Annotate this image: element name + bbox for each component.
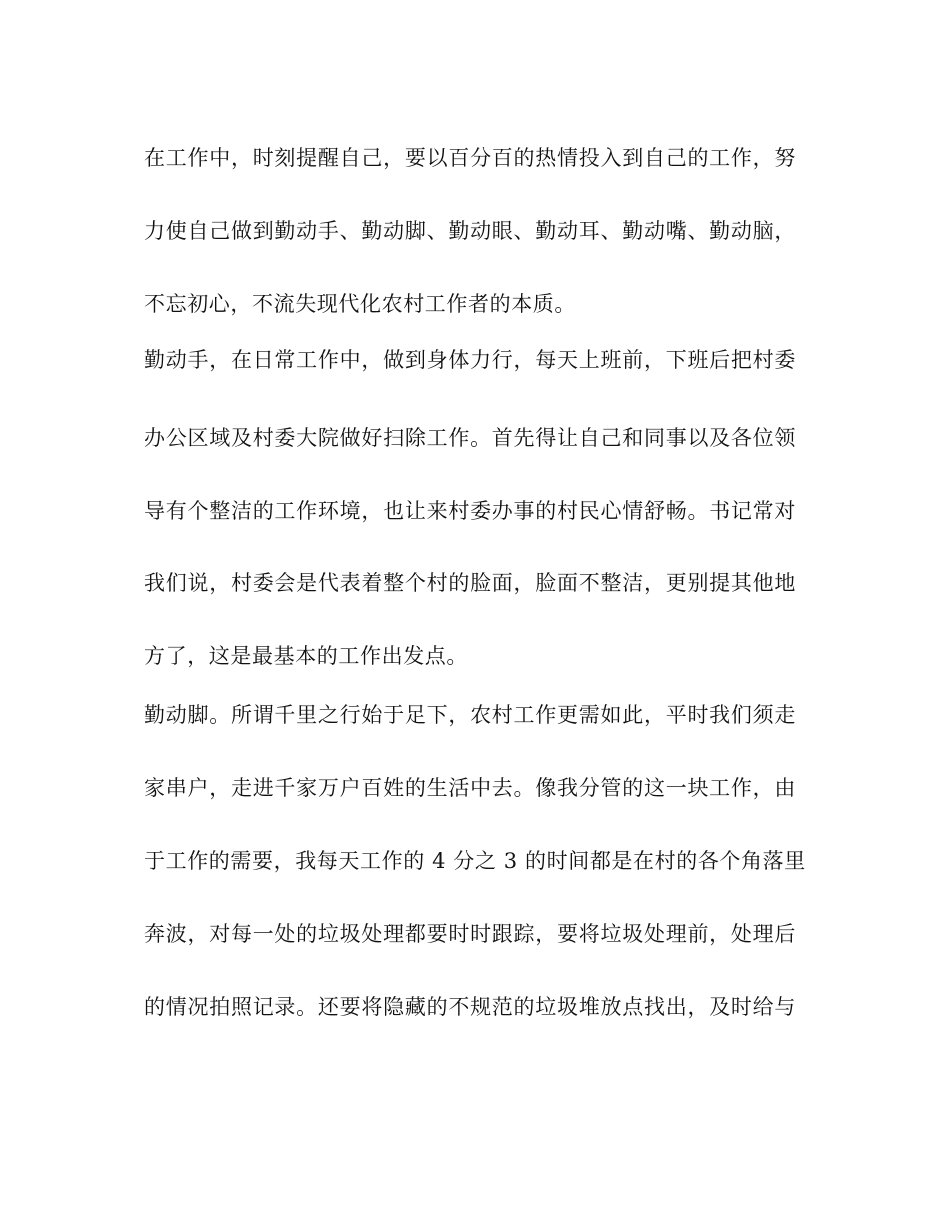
body-text-line: 导有个整洁的工作环境，也让来村委办事的村民心情舒畅。书记常对	[144, 499, 796, 523]
body-text-line: 奔波，对每一处的垃圾处理都要时时跟踪，要将垃圾处理前，处理后	[144, 922, 796, 946]
body-text-line: 力使自己做到勤动手、勤动脚、勤动眼、勤动耳、勤动嘴、勤动脑，	[144, 219, 796, 243]
body-text-line: 的情况拍照记录。还要将隐藏的不规范的垃圾堆放点找出，及时给与	[144, 995, 796, 1019]
body-text-line: 办公区域及村委大院做好扫除工作。首先得让自己和同事以及各位领	[144, 426, 796, 450]
body-text-line: 于工作的需要，我每天工作的 4 分之 3 的时间都是在村的各个角落里	[144, 849, 806, 873]
body-text-line: 勤动手，在日常工作中，做到身体力行，每天上班前，下班后把村委	[144, 348, 796, 372]
body-text-line: 家串户，走进千家万户百姓的生活中去。像我分管的这一块工作，由	[144, 776, 796, 800]
body-text-line: 方了，这是最基本的工作出发点。	[144, 644, 468, 668]
body-text-line: 不忘初心，不流失现代化农村工作者的本质。	[144, 292, 576, 316]
body-text-line: 勤动脚。所谓千里之行始于足下，农村工作更需如此，平时我们须走	[144, 703, 796, 727]
body-text-line: 我们说，村委会是代表着整个村的脸面，脸面不整洁，更别提其他地	[144, 571, 796, 595]
body-text-line: 在工作中，时刻提醒自己，要以百分百的热情投入到自己的工作，努	[144, 146, 796, 170]
